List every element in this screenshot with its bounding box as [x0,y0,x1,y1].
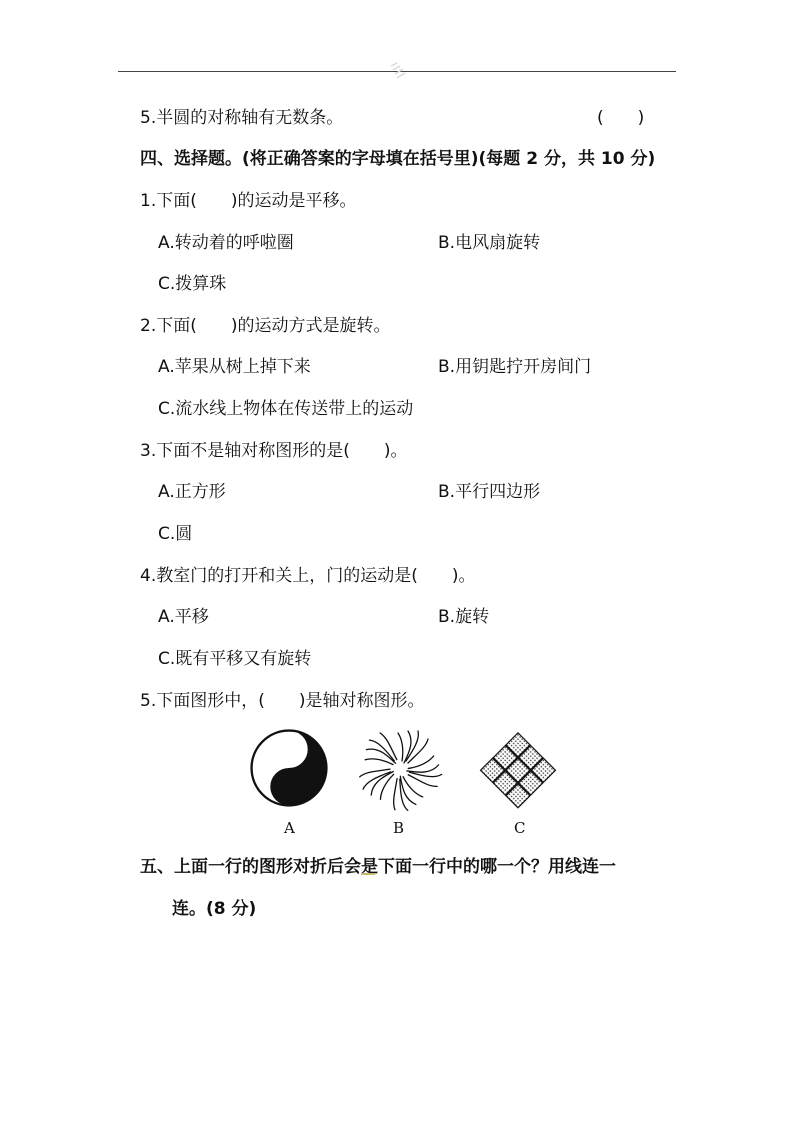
figure-c-label: C [514,819,526,837]
question-4-option-c: C.既有平移又有旋转 [158,649,312,669]
section-5-heading-line-1: 五、上面一行的图形对折后会是下面一行中的哪一个？用线连一 [140,857,616,877]
question-4-option-a: A.平移 [158,607,209,627]
question-3-stem: 3.下面不是轴对称图形的是( )。 [140,441,408,461]
dotted-diamond-lattice-icon [474,727,562,815]
question-4-stem: 4.教室门的打开和关上，门的运动是( )。 [140,566,476,586]
question-3-option-a: A.正方形 [158,482,226,502]
answer-blank-tf-5[interactable]: ( ) [597,108,645,128]
tf-question-5: 5.半圆的对称轴有无数条。 [140,108,344,128]
question-2-option-c: C.流水线上物体在传送带上的运动 [158,399,414,419]
highlight-mark [361,873,375,875]
yin-yang-icon [250,729,328,807]
question-2-option-b: B.用钥匙拧开房间门 [438,357,592,377]
question-1-option-a: A.转动着的呼啦圈 [158,233,294,253]
question-2-stem: 2.下面( )的运动方式是旋转。 [140,316,391,336]
decorative-watermark-icon [386,58,410,82]
question-3-option-c: C.圆 [158,524,193,544]
question-5-stem: 5.下面图形中，( )是轴对称图形。 [140,691,425,711]
figure-b-label: B [393,819,405,837]
section-4-heading: 四、选择题。(将正确答案的字母填在括号里)(每题 2 分，共 10 分) [140,149,656,169]
question-2-option-a: A.苹果从树上掉下来 [158,357,311,377]
swirl-pinwheel-icon [352,727,448,811]
section-5-heading-line-2: 连。(8 分) [172,899,257,919]
question-4-option-b: B.旋转 [438,607,490,627]
question-1-stem: 1.下面( )的运动是平移。 [140,191,357,211]
figure-a-label: A [284,819,295,837]
question-3-option-b: B.平行四边形 [438,482,541,502]
question-1-option-c: C.拨算珠 [158,274,227,294]
question-1-option-b: B.电风扇旋转 [438,233,541,253]
